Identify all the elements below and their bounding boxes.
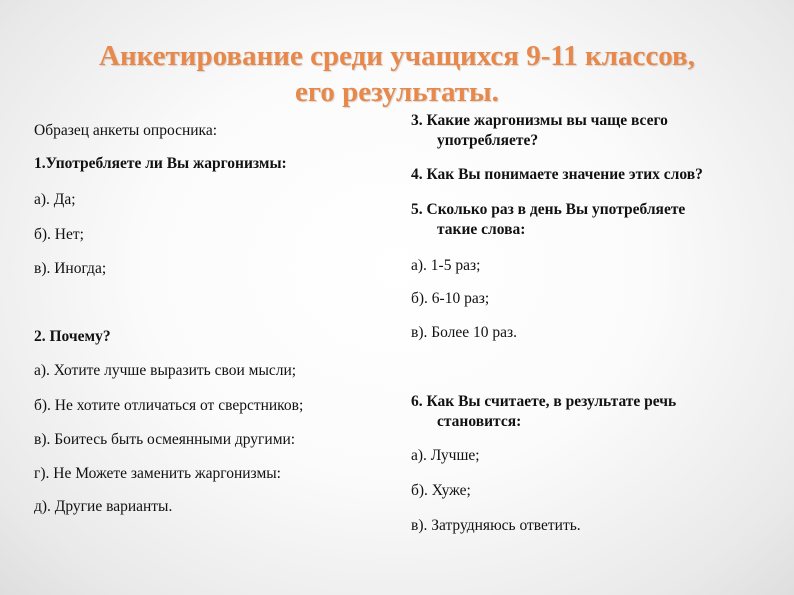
q5-option-a: а). 1-5 раз; (411, 257, 481, 274)
intro-text: Образец анкеты опросника: (34, 122, 218, 139)
q2-option-c: в). Боитесь быть осмеянными другими: (34, 431, 296, 448)
question-2: 2. Почему? (34, 328, 111, 345)
q5-line-1: 5. Сколько раз в день Вы употребляете (411, 201, 686, 218)
q6-line-2: становится: (437, 413, 522, 430)
q2-option-e: д). Другие варианты. (34, 498, 173, 515)
title-line-1: Анкетирование среди учащихся 9-11 классов, (99, 40, 695, 72)
title-line-2: его результаты. (295, 76, 499, 108)
q1-option-b: б). Нет; (34, 226, 84, 243)
q2-option-d: г). Не Можете заменить жаргонизмы: (34, 465, 281, 482)
q6-option-c: в). Затрудняюсь ответить. (411, 517, 581, 534)
question-6 (411, 392, 676, 432)
q3-line-2: употребляете? (437, 132, 539, 149)
question-1: 1.Употребляете ли Вы жаргонизмы: (34, 155, 287, 172)
question-4: 4. Как Вы понимаете значение этих слов? (411, 166, 703, 183)
slide-title (40, 38, 754, 110)
question-5 (411, 200, 685, 240)
q2-option-b: б). Не хотите отличаться от сверстников; (34, 397, 304, 414)
q1-option-c: в). Иногда; (34, 260, 107, 277)
question-3 (411, 111, 668, 151)
q5-option-b: б). 6-10 раз; (411, 290, 490, 307)
q5-line-2: такие слова: (437, 221, 526, 238)
q6-option-b: б). Хуже; (411, 482, 471, 499)
q6-line-1: 6. Как Вы считаете, в результате речь (411, 393, 677, 410)
q3-line-1: 3. Какие жаргонизмы вы чаще всего (411, 112, 668, 129)
q1-option-a: а). Да; (34, 191, 76, 208)
q2-option-a: а). Хотите лучше выразить свои мысли; (34, 362, 297, 379)
q6-option-a: а). Лучше; (411, 447, 480, 464)
q5-option-c: в). Более 10 раз. (411, 324, 518, 341)
